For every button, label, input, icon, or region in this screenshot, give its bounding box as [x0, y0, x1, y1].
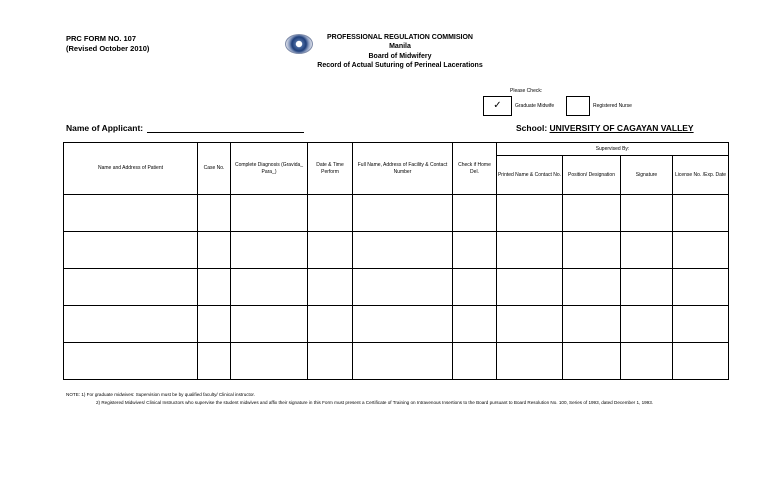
table-cell[interactable] [621, 343, 673, 380]
header-date-time: Date & Time Perform [308, 143, 353, 195]
table-cell[interactable] [673, 195, 729, 232]
school-name: UNIVERSITY OF CAGAYAN VALLEY [549, 123, 694, 133]
table-cell[interactable] [621, 269, 673, 306]
table-cell[interactable] [198, 195, 231, 232]
school-label: School: [516, 123, 548, 133]
header-supervised-by: Supervised By: [497, 143, 729, 156]
table-cell[interactable] [231, 195, 308, 232]
graduate-midwife-checkbox[interactable] [483, 96, 512, 116]
table-row [64, 306, 729, 343]
applicant-label: Name of Applicant: [66, 123, 144, 133]
header-signature: Signature [621, 156, 673, 195]
table-cell[interactable] [453, 232, 497, 269]
registered-nurse-label: Registered Nurse [593, 103, 632, 109]
table-row [64, 269, 729, 306]
agency-name: PROFESSIONAL REGULATION COMMISION [327, 34, 473, 41]
table-cell[interactable] [563, 269, 621, 306]
table-cell[interactable] [673, 343, 729, 380]
table-cell[interactable] [563, 195, 621, 232]
table-cell[interactable] [453, 306, 497, 343]
record-title: Record of Actual Suturing of Perineal Lacerations [317, 61, 483, 69]
table-cell[interactable] [198, 306, 231, 343]
table-cell[interactable] [64, 343, 198, 380]
table-cell[interactable] [563, 343, 621, 380]
table-cell[interactable] [308, 269, 353, 306]
header-home-delivery: Check if Home Del. [453, 143, 497, 195]
table-cell[interactable] [198, 269, 231, 306]
form-header [300, 33, 500, 70]
table-cell[interactable] [673, 269, 729, 306]
table-cell[interactable] [453, 343, 497, 380]
table-cell[interactable] [308, 343, 353, 380]
applicant-name-field[interactable] [147, 132, 304, 133]
table-cell[interactable] [453, 195, 497, 232]
table-cell[interactable] [353, 232, 453, 269]
table-cell[interactable] [308, 195, 353, 232]
table-cell[interactable] [563, 232, 621, 269]
graduate-midwife-label: Graduate Midwife [515, 103, 555, 109]
header-diagnosis: Complete Diagnosis (Gravida_ Para_) [231, 143, 308, 195]
table-row [64, 195, 729, 232]
table-cell[interactable] [497, 343, 563, 380]
table-cell[interactable] [198, 232, 231, 269]
table-cell[interactable] [353, 306, 453, 343]
table-cell[interactable] [64, 306, 198, 343]
table-cell[interactable] [231, 269, 308, 306]
table-row [64, 232, 729, 269]
board-name: Board of Midwifery [368, 52, 432, 60]
table-cell[interactable] [64, 232, 198, 269]
form-number: PRC FORM NO. 107 [66, 34, 137, 43]
table-cell[interactable] [308, 306, 353, 343]
table-cell[interactable] [497, 306, 563, 343]
table-cell[interactable] [64, 269, 198, 306]
record-table [63, 142, 729, 380]
school-field [516, 123, 694, 133]
checkmark-icon: ✓ [493, 100, 502, 111]
table-cell[interactable] [231, 306, 308, 343]
table-cell[interactable] [621, 232, 673, 269]
header-facility: Full Name, Address of Facility & Contact Number [353, 143, 453, 195]
agency-city: Manila [389, 43, 411, 51]
table-cell[interactable] [308, 232, 353, 269]
table-cell[interactable] [497, 232, 563, 269]
form-revision: (Revised October 2010) [66, 44, 150, 53]
header-printed-name: Printed Name & Contact No. [497, 156, 563, 195]
header-license: License No. /Exp. Date [673, 156, 729, 195]
table-cell[interactable] [497, 269, 563, 306]
table-cell[interactable] [353, 195, 453, 232]
table-cell[interactable] [621, 306, 673, 343]
table-row [64, 343, 729, 380]
table-cell[interactable] [231, 232, 308, 269]
note-2: 2) Registered Midwives/ Clinical Instructors who supervise the student midwives and affix their signature in this Form must present a Certificate of Training on Intravenous Insertions to the Board pursuant to Board Resolution No. 100, Series of 1993, dated December 1, 1993. [96, 400, 654, 405]
table-cell[interactable] [231, 343, 308, 380]
header-case-no: Case No. [198, 143, 231, 195]
table-cell[interactable] [673, 232, 729, 269]
table-cell[interactable] [64, 195, 198, 232]
table-cell[interactable] [673, 306, 729, 343]
table-cell[interactable] [563, 306, 621, 343]
table-cell[interactable] [353, 343, 453, 380]
table-cell[interactable] [198, 343, 231, 380]
form-identifier [66, 34, 149, 54]
table-cell[interactable] [353, 269, 453, 306]
table-cell[interactable] [453, 269, 497, 306]
registered-nurse-checkbox[interactable] [566, 96, 590, 116]
header-position: Position/ Designation [563, 156, 621, 195]
table-cell[interactable] [621, 195, 673, 232]
header-patient: Name and Address of Patient [64, 143, 198, 195]
table-cell[interactable] [497, 195, 563, 232]
please-check-label: Please Check: [510, 88, 543, 94]
note-1: NOTE: 1) For graduate midwives: Supervision must be by qualified faculty/ Clinical instructor. [66, 392, 255, 397]
record-table-body [64, 195, 729, 380]
